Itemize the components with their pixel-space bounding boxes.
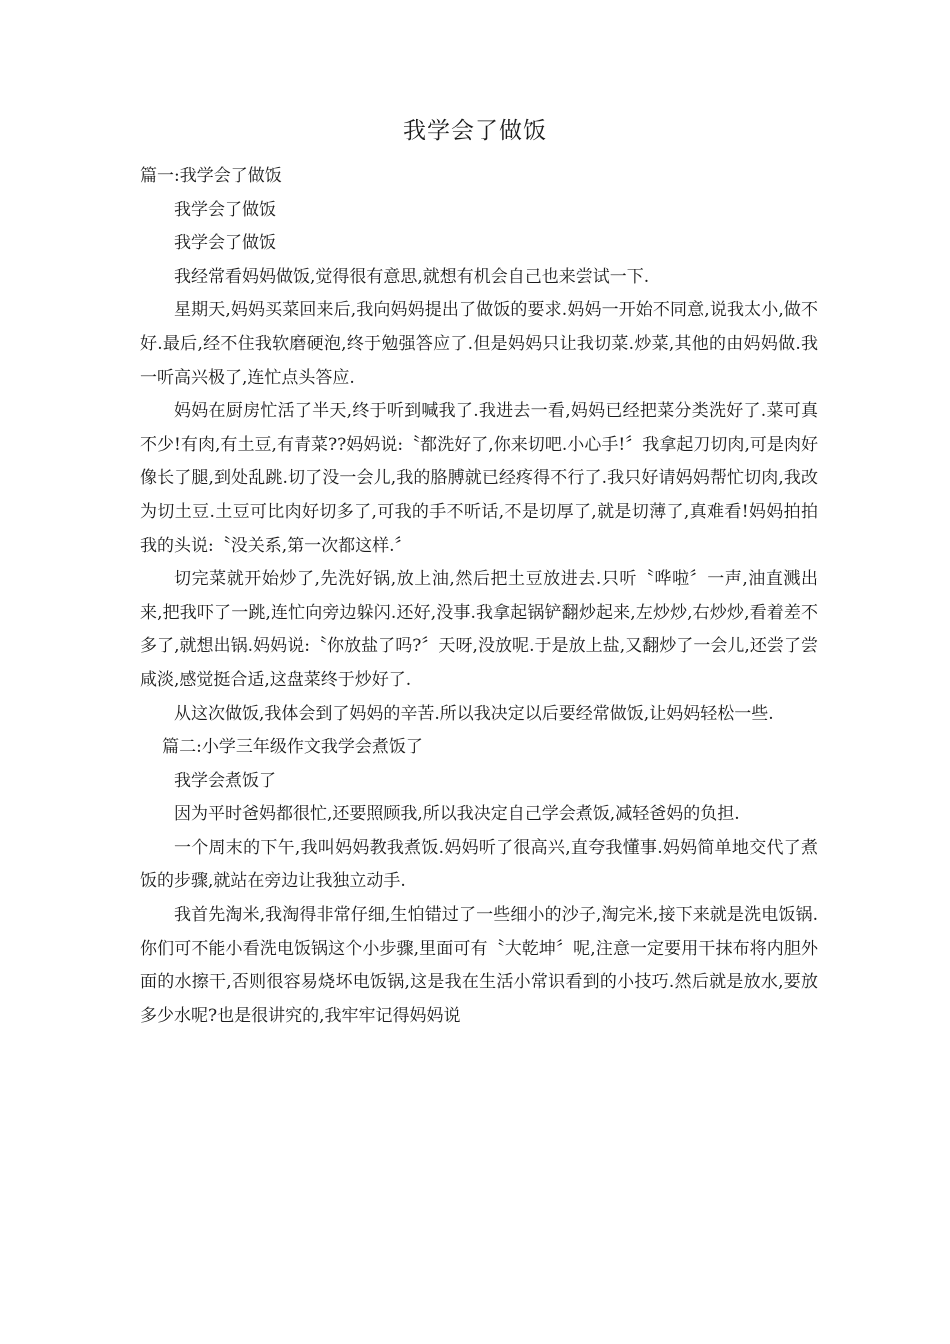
paragraph: 一个周末的下午,我叫妈妈教我煮饭.妈妈听了很高兴,直夸我懂事.妈妈简单地交代了煮饭的步骤,就站在旁边让我独立动手. bbox=[140, 837, 818, 892]
paragraph: 星期天,妈妈买菜回来后,我向妈妈提出了做饭的要求.妈妈一开始不同意,说我太小,做不好.最后,经不住我软磨硬泡,终于勉强答应了.但是妈妈只让我切菜.炒菜,其他的由妈妈做.我一听高兴极了,连忙点头答应. bbox=[140, 300, 818, 388]
document-body bbox=[140, 160, 818, 1033]
essay-title: 我学会了做饭 bbox=[174, 233, 276, 254]
paragraph: 切完菜就开始炒了,先洗好锅,放上油,然后把土豆放进去.只听〝哗啦〞一声,油直溅出来,把我吓了一跳,连忙向旁边躲闪.还好,没事.我拿起锅铲翻炒起来,左炒炒,右炒炒,看着差不多了,就想出锅.妈妈说:〝你放盐了吗?〞天呀,没放呢.于是放上盐,又翻炒了一会儿,还尝了尝咸淡,感觉挺合适,这盘菜终于炒好了. bbox=[140, 569, 818, 690]
paragraph: 我首先淘米,我淘得非常仔细,生怕错过了一些细小的沙子,淘完米,接下来就是洗电饭锅.你们可不能小看洗电饭锅这个小步骤,里面可有〝大乾坤〞呢,注意一定要用干抹布将内胆外面的水擦干,否则很容易烧坏电饭锅,这是我在生活小常识看到的小技巧.然后就是放水,要放多少水呢?也是很讲究的,我牢牢记得妈妈说 bbox=[140, 905, 818, 1026]
paragraph: 因为平时爸妈都很忙,还要照顾我,所以我决定自己学会煮饭,减轻爸妈的负担. bbox=[174, 804, 740, 825]
paragraph: 妈妈在厨房忙活了半天,终于听到喊我了.我进去一看,妈妈已经把菜分类洗好了.菜可真不少!有肉,有土豆,有青菜??妈妈说:〝都洗好了,你来切吧.小心手!〞我拿起刀切肉,可是肉好像长了腿,到处乱跳.切了没一会儿,我的胳膊就已经疼得不行了.我只好请妈妈帮忙切肉,我改为切土豆.土豆可比肉好切多了,可我的手不听话,不是切厚了,就是切薄了,真难看!妈妈拍拍我的头说:〝没关系,第一次都这样.〞 bbox=[140, 401, 818, 556]
essay-title: 我学会了做饭 bbox=[174, 199, 276, 220]
essay-title: 我学会煮饭了 bbox=[174, 770, 276, 791]
document-title: 我学会了做饭 bbox=[403, 118, 547, 144]
paragraph: 我经常看妈妈做饭,觉得很有意思,就想有机会自己也来尝试一下. bbox=[174, 266, 650, 287]
section-heading-2: 篇二:小学三年级作文我学会煮饭了 bbox=[162, 737, 423, 758]
section-heading-1: 篇一:我学会了做饭 bbox=[140, 166, 282, 186]
paragraph: 从这次做饭,我体会到了妈妈的辛苦.所以我决定以后要经常做饭,让妈妈轻松一些. bbox=[174, 703, 774, 724]
